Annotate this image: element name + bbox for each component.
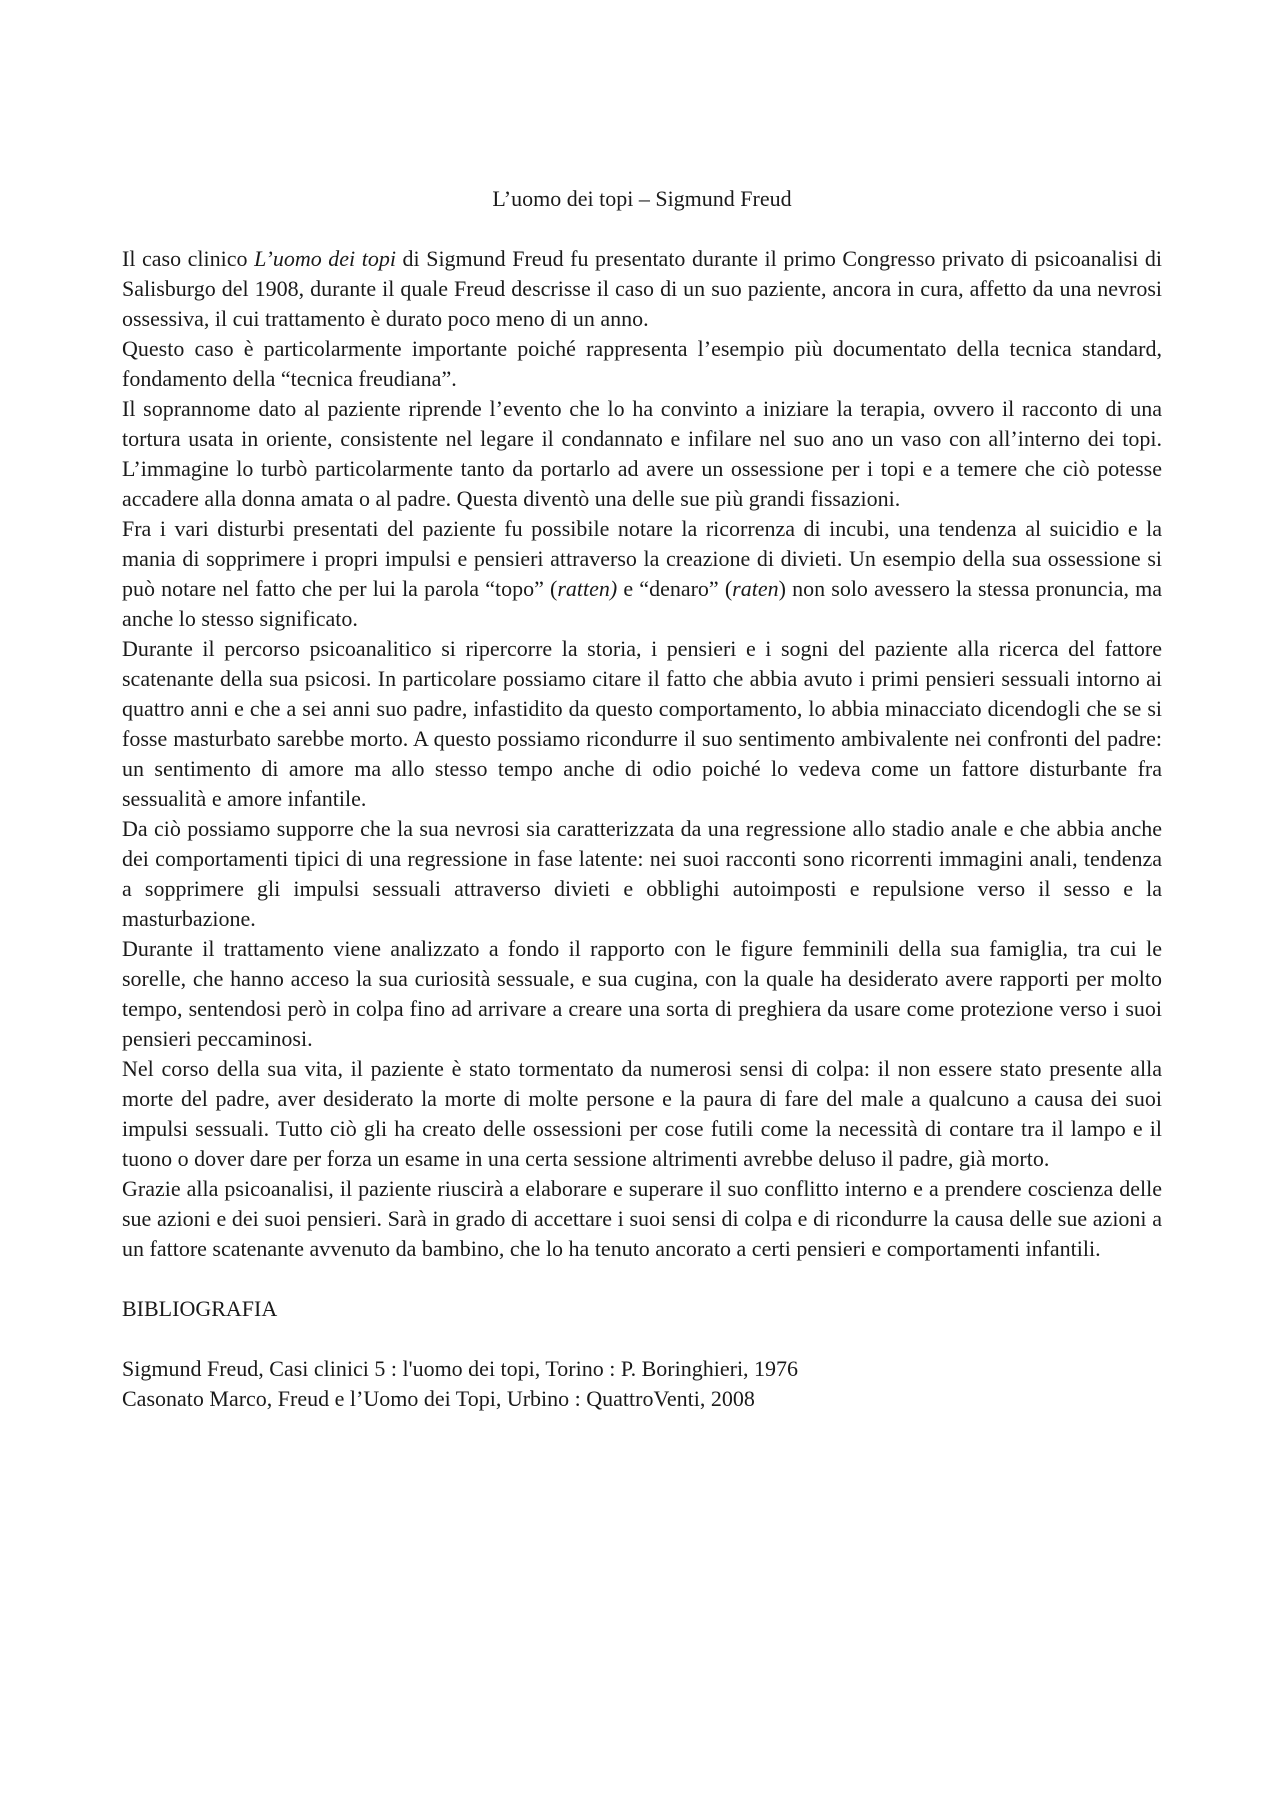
paragraph-importance: Questo caso è particolarmente importante poiché rappresenta l’esempio più documentato della tecnica standard, fondamento della “tecnica freudiana”.: [122, 336, 1162, 391]
section-spacer: [122, 1264, 1162, 1294]
document-title: L’uomo dei topi – Sigmund Freud: [492, 186, 792, 211]
paragraph-intro-rest: di Sigmund Freud fu presentato durante il primo Congresso privato di psicoanalisi di Salisburgo del 1908, durante il quale Freud descrisse il caso di un suo paziente, ancora in cura, affetto da una nevrosi ossessiva, il cui trattamento è durato poco meno di un anno.: [122, 246, 1162, 331]
bibliography-entry: Sigmund Freud, Casi clinici 5 : l'uomo dei topi, Torino : P. Boringhieri, 1976: [122, 1356, 799, 1381]
paragraph-conclusion: Grazie alla psicoanalisi, il paziente riuscirà a elaborare e superare il suo conflitto interno e a prendere coscienza delle sue azioni e dei suoi pensieri. Sarà in grado di accettare i suoi sensi di colpa e di ricondurre la causa delle sue azioni a un fattore scatenante avvenuto da bambino, che lo ha tenuto ancorato a certi pensieri e comportamenti infantili.: [122, 1176, 1162, 1261]
paragraph-guilt: Nel corso della sua vita, il paziente è stato tormentato da numerosi sensi di colpa: il non essere stato presente alla morte del padre, aver desiderato la morte di molte persone e la paura di fare del male a qualcuno a causa dei suoi impulsi sessuali. Tutto ciò gli ha creato delle ossessioni per cose futili come la necessità di contare tra il lampo e il tuono o dover dare per forza un esame in una certa sessione altrimenti avrebbe deluso il padre, già morto.: [122, 1056, 1162, 1171]
paragraph-intro: [122, 244, 1162, 334]
paragraph-disturbances: [122, 514, 1162, 634]
paragraph-nickname: Il soprannome dato al paziente riprende l’evento che lo ha convinto a iniziare la terapia, ovvero il racconto di una tortura usata in oriente, consistente nel legare il condannato e infilare nel suo ano un vaso con all’interno dei topi. L’immagine lo turbò particolarmente tanto da portarlo ad avere un ossessione per i topi e a temere che ciò potesse accadere alla donna amata o al padre. Questa diventò una delle sue più grandi fissazioni.: [122, 396, 1162, 511]
paragraph-female-figures: Durante il trattamento viene analizzato a fondo il rapporto con le figure femminili della sua famiglia, tra cui le sorelle, che hanno acceso la sua curiosità sessuale, e sua cugina, con la quale ha desiderato avere rapporti per molto tempo, sentendosi però in colpa fino ad arrivare a creare una sorta di preghiera da usare come protezione verso i suoi pensieri peccaminosi.: [122, 936, 1162, 1051]
word-ratten-italic: ratten): [557, 576, 618, 601]
section-spacer: [122, 1324, 1162, 1354]
paragraph-disturbances-b: e “denaro” (: [617, 576, 733, 601]
paragraph-regression: Da ciò possiamo supporre che la sua nevrosi sia caratterizzata da una regressione allo stadio anale e che abbia anche dei comportamenti tipici di una regressione in fase latente: nei suoi racconti sono ricorrenti immagini anali, tendenza a sopprimere gli impulsi sessuali attraverso divieti e obblighi autoimposti e repulsione verso il sesso e la masturbazione.: [122, 816, 1162, 931]
word-raten-italic: raten: [732, 576, 779, 601]
bibliography-heading: BIBLIOGRAFIA: [122, 1296, 278, 1321]
work-title-italic: L’uomo dei topi: [254, 246, 396, 271]
document-body: [122, 184, 1162, 1414]
bibliography-entry: Casonato Marco, Freud e l’Uomo dei Topi, Urbino : QuattroVenti, 2008: [122, 1386, 755, 1411]
paragraph-disturbances-a: Fra i vari disturbi presentati del paziente fu possibile notare la ricorrenza di incubi, una tendenza al suicidio e la mania di sopprimere i propri impulsi e pensieri attraverso la creazione di divieti. Un esempio della sua ossessione si può notare nel fatto che per lui la parola “topo” (: [122, 516, 1162, 601]
paragraph-analysis: Durante il percorso psicoanalitico si ripercorre la storia, i pensieri e i sogni del paziente alla ricerca del fattore scatenante della sua psicosi. In particolare possiamo citare il fatto che abbia avuto i primi pensieri sessuali intorno ai quattro anni e che a sei anni suo padre, infastidito da questo comportamento, lo abbia minacciato dicendogli che se si fosse masturbato sarebbe morto. A questo possiamo ricondurre il suo sentimento ambivalente nei confronti del padre: un sentimento di amore ma allo stesso tempo anche di odio poiché lo vedeva come un fattore disturbante fra sessualità e amore infantile.: [122, 636, 1162, 811]
paragraph-disturbances-c: ) non solo avessero la stessa pronuncia, ma anche lo stesso significato.: [122, 576, 1162, 631]
paragraph-intro-lead: Il caso clinico: [122, 246, 255, 271]
